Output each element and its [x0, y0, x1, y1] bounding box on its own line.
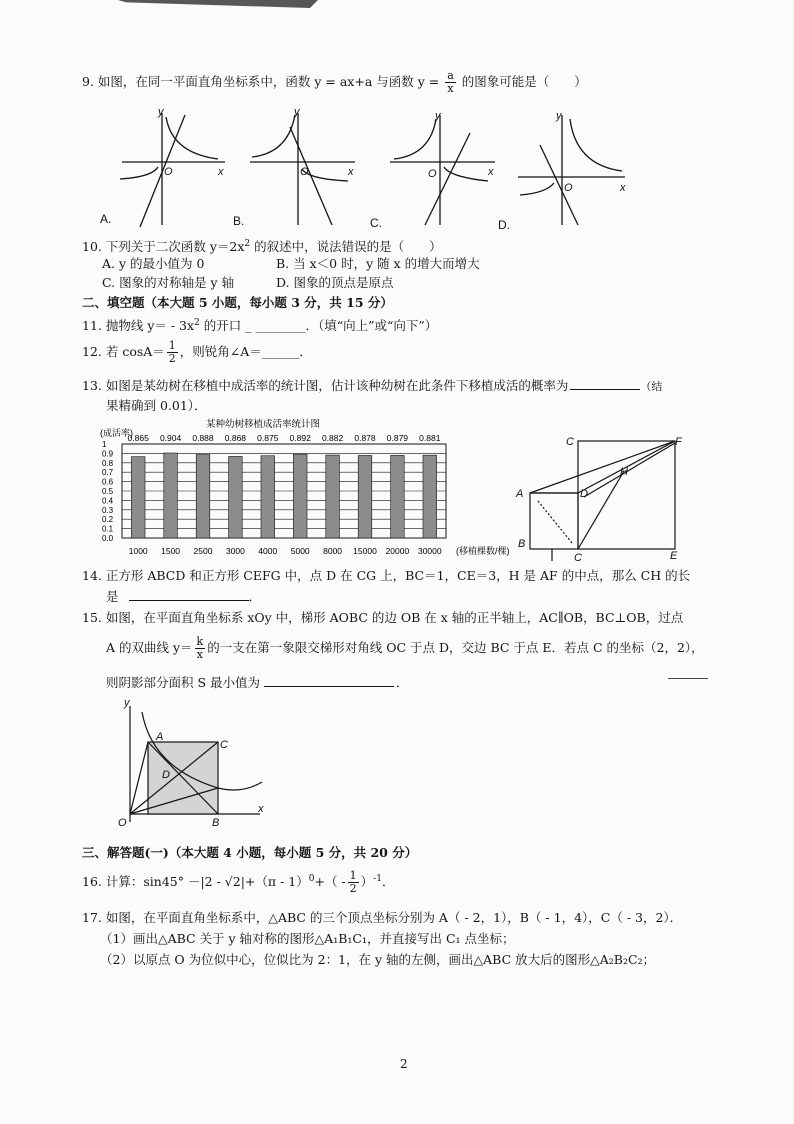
q9-c-origin: O: [428, 168, 437, 180]
q9-graphs: [100, 105, 640, 235]
q16-fraction: $\frac{1}{2}$: [349, 869, 357, 895]
q14-line-2: 是 ．: [106, 589, 262, 604]
chart-ytick-label: 0.3: [102, 505, 114, 515]
chart-ytick-label: 0.5: [102, 487, 114, 496]
question-10: [82, 236, 442, 255]
chart-bar: [131, 457, 145, 538]
fig15-label-b: B: [212, 817, 220, 829]
question-13: 13. 如图是某幼树在移植中成活率的统计图，估计该种幼树在此条件下移植成活的概率为 （结: [82, 378, 663, 393]
chart-ytick-label: 0.9: [102, 449, 114, 459]
fig14-label-h: H: [620, 466, 628, 478]
chart-value-label: 0.892: [289, 433, 311, 443]
chart-xtick-label: 1000: [128, 546, 148, 556]
q9-option-b: B.: [233, 214, 245, 228]
section-2-title: 二、填空题（本大题 5 小题，每小题 3 分，共 15 分）: [82, 295, 393, 310]
q9-option-a: A.: [100, 212, 112, 226]
q9-b-y-label: y: [294, 106, 300, 118]
chart-bar: [358, 455, 372, 538]
q10-option-d: D. 图象的顶点是原点: [276, 275, 394, 290]
q15-figure: [112, 698, 272, 830]
q15-answer-blank[interactable]: [264, 686, 394, 687]
q9-option-d: D.: [498, 218, 510, 232]
chart-xtick-label: 20000: [385, 546, 410, 556]
chart-bar: [196, 455, 210, 538]
q10-exponent: 2: [244, 239, 251, 249]
chart-ytick-label: 0.0: [102, 534, 114, 543]
fig15-label-x: x: [258, 803, 264, 815]
scan-mark: [118, 0, 318, 8]
chart-ytick-label: 0.2: [102, 515, 114, 525]
q9-b-origin: O: [300, 166, 309, 178]
fig14-label-a: A: [516, 488, 524, 500]
fig14-label-c: C: [574, 552, 582, 564]
chart-value-label: 0.881: [419, 433, 441, 443]
chart-title: 某种幼树移植成活率统计图: [206, 419, 321, 430]
question-9: [82, 70, 587, 95]
q9-d-x-label: x: [620, 182, 626, 194]
q12-answer-blank[interactable]: ______: [261, 344, 300, 359]
q9-d-y-label: y: [556, 110, 562, 122]
q9-a-origin: O: [164, 166, 173, 178]
chart-bar: [229, 456, 243, 538]
chart-value-label: 0.865: [127, 433, 149, 443]
q9-b-x-label: x: [348, 166, 354, 178]
fig15-label-y: y: [124, 698, 130, 709]
q10-option-b: B. 当 x＜0 时，y 随 x 的增大而增大: [276, 256, 480, 271]
chart-ytick-label: 0.1: [102, 524, 114, 534]
q14-answer-blank[interactable]: [129, 600, 249, 601]
q17-item-2: （2）以原点 O 为位似中心，位似比为 2：1，在 y 轴的左侧，画出△ABC 放大后的图形△A₂B₂C₂；: [100, 952, 656, 967]
q9-a-y-label: y: [158, 106, 164, 118]
chart-xtick-label: 2500: [193, 546, 213, 556]
fig15-label-a: A: [156, 731, 164, 743]
fig14-label-g: C: [566, 436, 574, 448]
fig15-label-o: O: [118, 817, 127, 829]
scan-mark-2: [668, 678, 708, 679]
q9-c-x-label: x: [488, 166, 494, 178]
chart-bar: [261, 456, 275, 538]
question-15: 15. 如图，在平面直角坐标系 xOy 中，梯形 AOBC 的边 OB 在 x 轴的正半轴上，AC∥OB，BC⊥OB，过点: [82, 610, 684, 625]
q14-figure: [512, 425, 688, 565]
chart-xtick-label: 30000: [417, 546, 442, 556]
chart-xtick-label: 15000: [353, 546, 377, 556]
chart-value-label: 0.875: [257, 433, 279, 443]
chart-bar: [293, 454, 307, 538]
q9-text: 9. 如图，在同一平面直角坐标系中，函数 y = ax+a 与函数 y =: [82, 74, 440, 89]
question-14: 14. 正方形 ABCD 和正方形 CEFG 中，点 D 在 CG 上，BC＝1，CE＝3，H 是 AF 的中点，那么 CH 的长: [82, 568, 691, 583]
chart-xlabel: (移植棵数/棵): [456, 546, 510, 556]
page-number: 2: [400, 1057, 408, 1071]
chart-ytick-label: 0.4: [102, 496, 114, 506]
q10-stem-tail: 的叙述中，说法错误的是（ ）: [250, 239, 442, 255]
chart-value-label: 0.879: [386, 433, 409, 443]
q15-line-3: 则阴影部分面积 S 最小值为 ．: [106, 675, 409, 690]
fig15-label-c: C: [220, 739, 228, 751]
survival-rate-chart: [98, 418, 518, 558]
q9-a-x-label: x: [218, 166, 224, 178]
q9-fraction: $\frac{a}{x}$: [447, 69, 454, 95]
q10-stem: 10. 下列关于二次函数 y＝2x: [82, 239, 245, 255]
chart-value-label: 0.882: [321, 433, 344, 443]
q17-item-1: （1）画出△ABC 关于 y 轴对称的图形△A₁B₁C₁，并直接写出 C₁ 点坐标；: [100, 931, 515, 946]
q9-c-y-label: y: [435, 110, 441, 122]
question-11: 11. 抛物线 $y= - 3x^2$ 的开口 _ ________．（填“向上”或“向下”）: [82, 318, 438, 334]
q13-line-2: 果精确到 0.01）．: [106, 398, 207, 413]
question-12: 12. 若 cosA＝ $\frac{1}{2}$ ，则锐角∠A＝______．: [82, 339, 312, 365]
chart-value-label: 0.888: [192, 433, 214, 443]
chart-xtick-label: 4000: [258, 546, 278, 556]
fig14-label-f: F: [675, 436, 682, 448]
fig14-label-b: B: [518, 538, 526, 550]
q9-d-origin: O: [564, 182, 573, 194]
chart-xtick-label: 5000: [290, 546, 310, 556]
chart-ylabel: (成活率): [100, 428, 133, 438]
q15-fraction: $\frac{k}{x}$: [196, 635, 204, 661]
q12-fraction: $\frac{1}{2}$: [168, 339, 176, 365]
q10-option-c: C. 图象的对称轴是 y 轴: [102, 275, 235, 290]
chart-bar: [164, 453, 178, 538]
fig15-label-d: D: [162, 769, 170, 781]
chart-value-label: 0.868: [224, 433, 247, 443]
q15-line-2: A 的双曲线 y＝ $\frac{k}{x}$ 的一支在第一象限交梯形对角线 OC 于点 D，交边 BC 于点 E．若点 C 的坐标（2，2），: [106, 635, 704, 661]
q13-answer-blank[interactable]: [570, 389, 640, 390]
q9-option-c: C.: [370, 216, 382, 230]
chart-bar: [423, 455, 437, 538]
chart-value-label: 0.904: [159, 433, 182, 443]
q10-option-a: A. y 的最小值为 0: [102, 256, 205, 271]
chart-xtick-label: 1500: [161, 546, 181, 556]
chart-ytick-label: 0.6: [102, 477, 114, 487]
chart-ytick-label: 0.7: [102, 468, 114, 478]
chart-bar: [391, 455, 405, 538]
chart-bar: [326, 455, 340, 538]
section-3-title: 三、解答题(一)（本大题 4 小题，每小题 5 分，共 20 分）: [82, 845, 418, 860]
chart-xtick-label: 3000: [225, 546, 245, 556]
chart-ytick-label: 1: [102, 440, 107, 449]
fig14-label-d: D: [580, 488, 588, 500]
chart-value-label: 0.878: [354, 433, 376, 443]
question-16: 16. 计算：sin45° －|2 - √2|+（π - 1）$^0$+（ - $\frac{1}{2}$ ）$^{-1}$．: [82, 869, 395, 895]
chart-ytick-label: 0.8: [102, 458, 114, 468]
question-17: 17. 如图，在平面直角坐标系中，△ABC 的三个顶点坐标分别为 A（ - 2，1），B（ - 1，4），C（ - 3，2）．: [82, 910, 683, 925]
fig14-label-e: E: [670, 550, 678, 562]
chart-xtick-label: 8000: [323, 546, 343, 556]
q11-answer-blank[interactable]: _ ________: [245, 318, 306, 334]
q9-text-after: 的图象可能是（ ）: [461, 74, 587, 89]
